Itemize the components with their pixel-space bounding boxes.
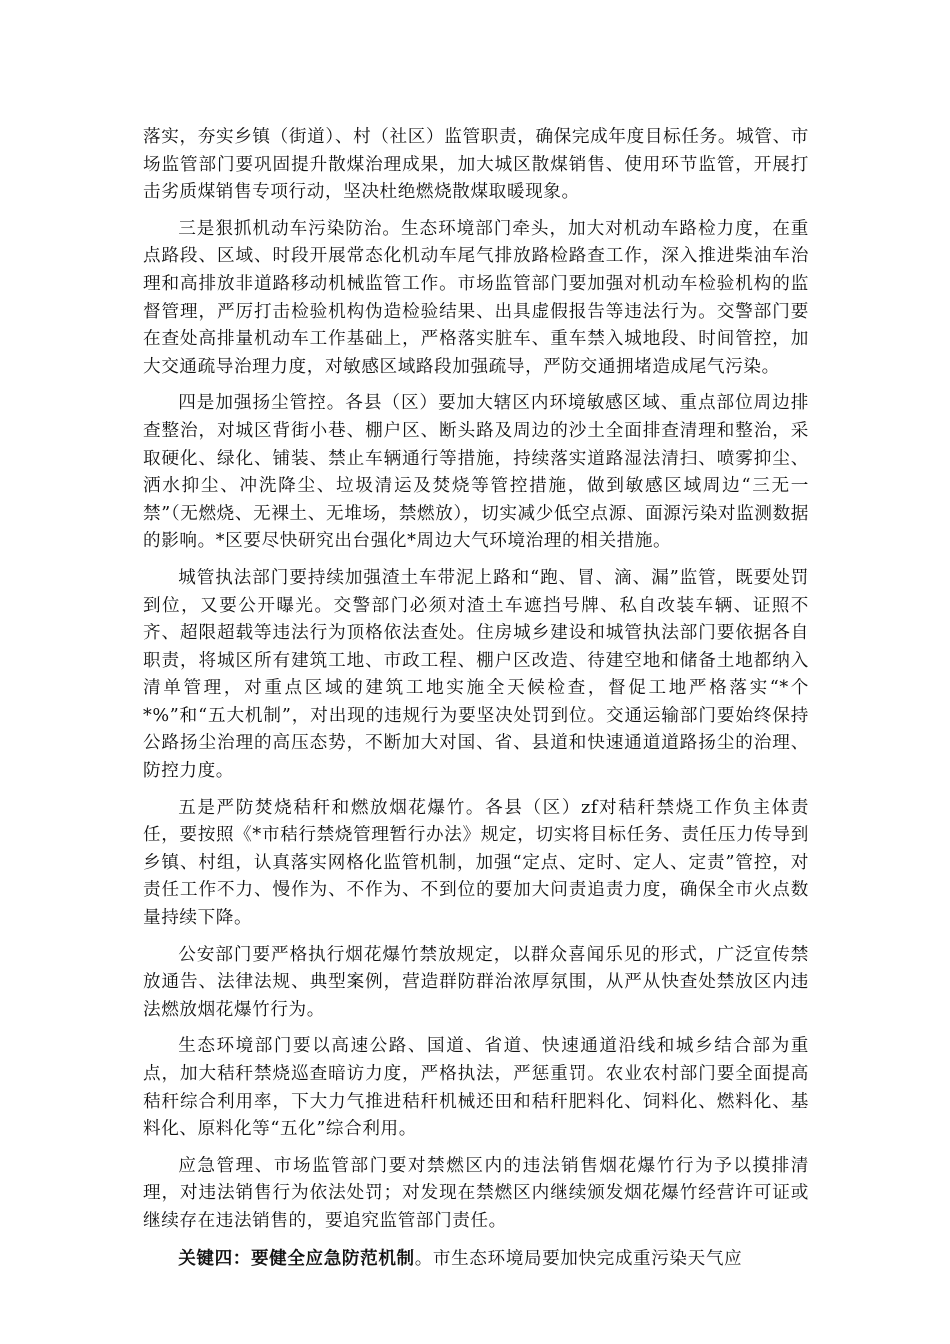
paragraph-emergency-market: 应急管理、市场监管部门要对禁燃区内的违法销售烟花爆竹行为予以摸排清理，对违法销售行为依法处罚；对发现在禁燃区内继续颁发烟花爆竹经营许可证或继续存在违法销售的，要追究监管部门责任。 bbox=[143, 1155, 809, 1231]
key-four-heading: 关键四：要健全应急防范机制 bbox=[178, 1247, 415, 1269]
document-body bbox=[143, 124, 809, 1282]
key-four-text: 。市生态环境局要加快完成重污染天气应 bbox=[414, 1248, 743, 1269]
paragraph-vehicle-pollution: 三是狠抓机动车污染防治。生态环境部门牵头，加大对机动车路检力度，在重点路段、区域、时段开展常态化机动车尾气排放路检路查工作，深入推进柴油车治理和高排放非道路移动机械监管工作。市场监管部门要加强对机动车检验机构的监督管理，严厉打击检验机构伪造检验结果、出具虚假报告等违法行为。交警部门要在查处高排量机动车工作基础上，严格落实脏车、重车禁入城地段、时间管控，加大交通疏导治理力度，对敏感区域路段加强疏导，严防交通拥堵造成尾气污染。 bbox=[143, 218, 809, 377]
paragraph-coal-control: 落实，夯实乡镇（街道）、村（社区）监管职责，确保完成年度目标任务。城管、市场监管部门要巩固提升散煤治理成果，加大城区散煤销售、使用环节监管，开展打击劣质煤销售专项行动，坚决杜绝燃烧散煤取暖现象。 bbox=[143, 127, 809, 203]
paragraph-dust-control: 四是加强扬尘管控。各县（区）要加大辖区内环境敏感区域、重点部位周边排查整治，对城区背街小巷、棚户区、断头路及周边的沙土全面排查清理和整治，采取硬化、绿化、铺装、禁止车辆通行等措施，持续落实道路湿法清扫、喷雾抑尘、洒水抑尘、冲洗降尘、垃圾清运及焚烧等管控措施，做到敏感区域周边“三无一禁”（无燃烧、无裸土、无堆场，禁燃放），切实减少低空点源、面源污染对监测数据的影响。*区要尽快研究出台强化*周边大气环境治理的相关措施。 bbox=[143, 393, 809, 552]
paragraph-public-security: 公安部门要严格执行烟花爆竹禁放规定，以群众喜闻乐见的形式，广泛宣传禁放通告、法律法规、典型案例，营造群防群治浓厚氛围，从严从快查处禁放区内违法燃放烟花爆竹行为。 bbox=[143, 944, 809, 1020]
paragraph-key-four bbox=[143, 1245, 809, 1274]
paragraph-urban-management: 城管执法部门要持续加强渣土车带泥上路和“跑、冒、滴、漏”监管，既要处罚到位，又要公开曝光。交警部门必须对渣土车遮挡号牌、私自改装车辆、证照不齐、超限超载等违法行为顶格依法查处。住房城乡建设和城管执法部门要依据各自职责，将城区所有建筑工地、市政工程、棚户区改造、待建空地和储备土地都纳入清单管理，对重点区域的建筑工地实施全天候检查，督促工地严格落实“*个*%”和“五大机制”，对出现的违规行为要坚决处罚到位。交通运输部门要始终保持公路扬尘治理的高压态势，不断加大对国、省、县道和快速通道道路扬尘的治理、防控力度。 bbox=[143, 567, 809, 782]
paragraph-straw-burning: 五是严防焚烧秸秆和燃放烟花爆竹。各县（区）zf对秸秆禁烧工作负主体责任，要按照《*市秸行禁烧管理暂行办法》规定，切实将目标任务、责任压力传导到乡镇、村组，认真落实网格化监管机制，加强“定点、定时、定人、定责”管控，对责任工作不力、慢作为、不作为、不到位的要加大问责追责力度，确保全市火点数量持续下降。 bbox=[143, 797, 809, 929]
paragraph-ecology-agriculture: 生态环境部门要以高速公路、国道、省道、快速通道沿线和城乡结合部为重点，加大秸秆禁烧巡查暗访力度，严格执法，严惩重罚。农业农村部门要全面提高秸秆综合利用率，下大力气推进秸秆机械还田和秸秆肥料化、饲料化、燃料化、基料化、原料化等“五化”综合利用。 bbox=[143, 1036, 809, 1140]
